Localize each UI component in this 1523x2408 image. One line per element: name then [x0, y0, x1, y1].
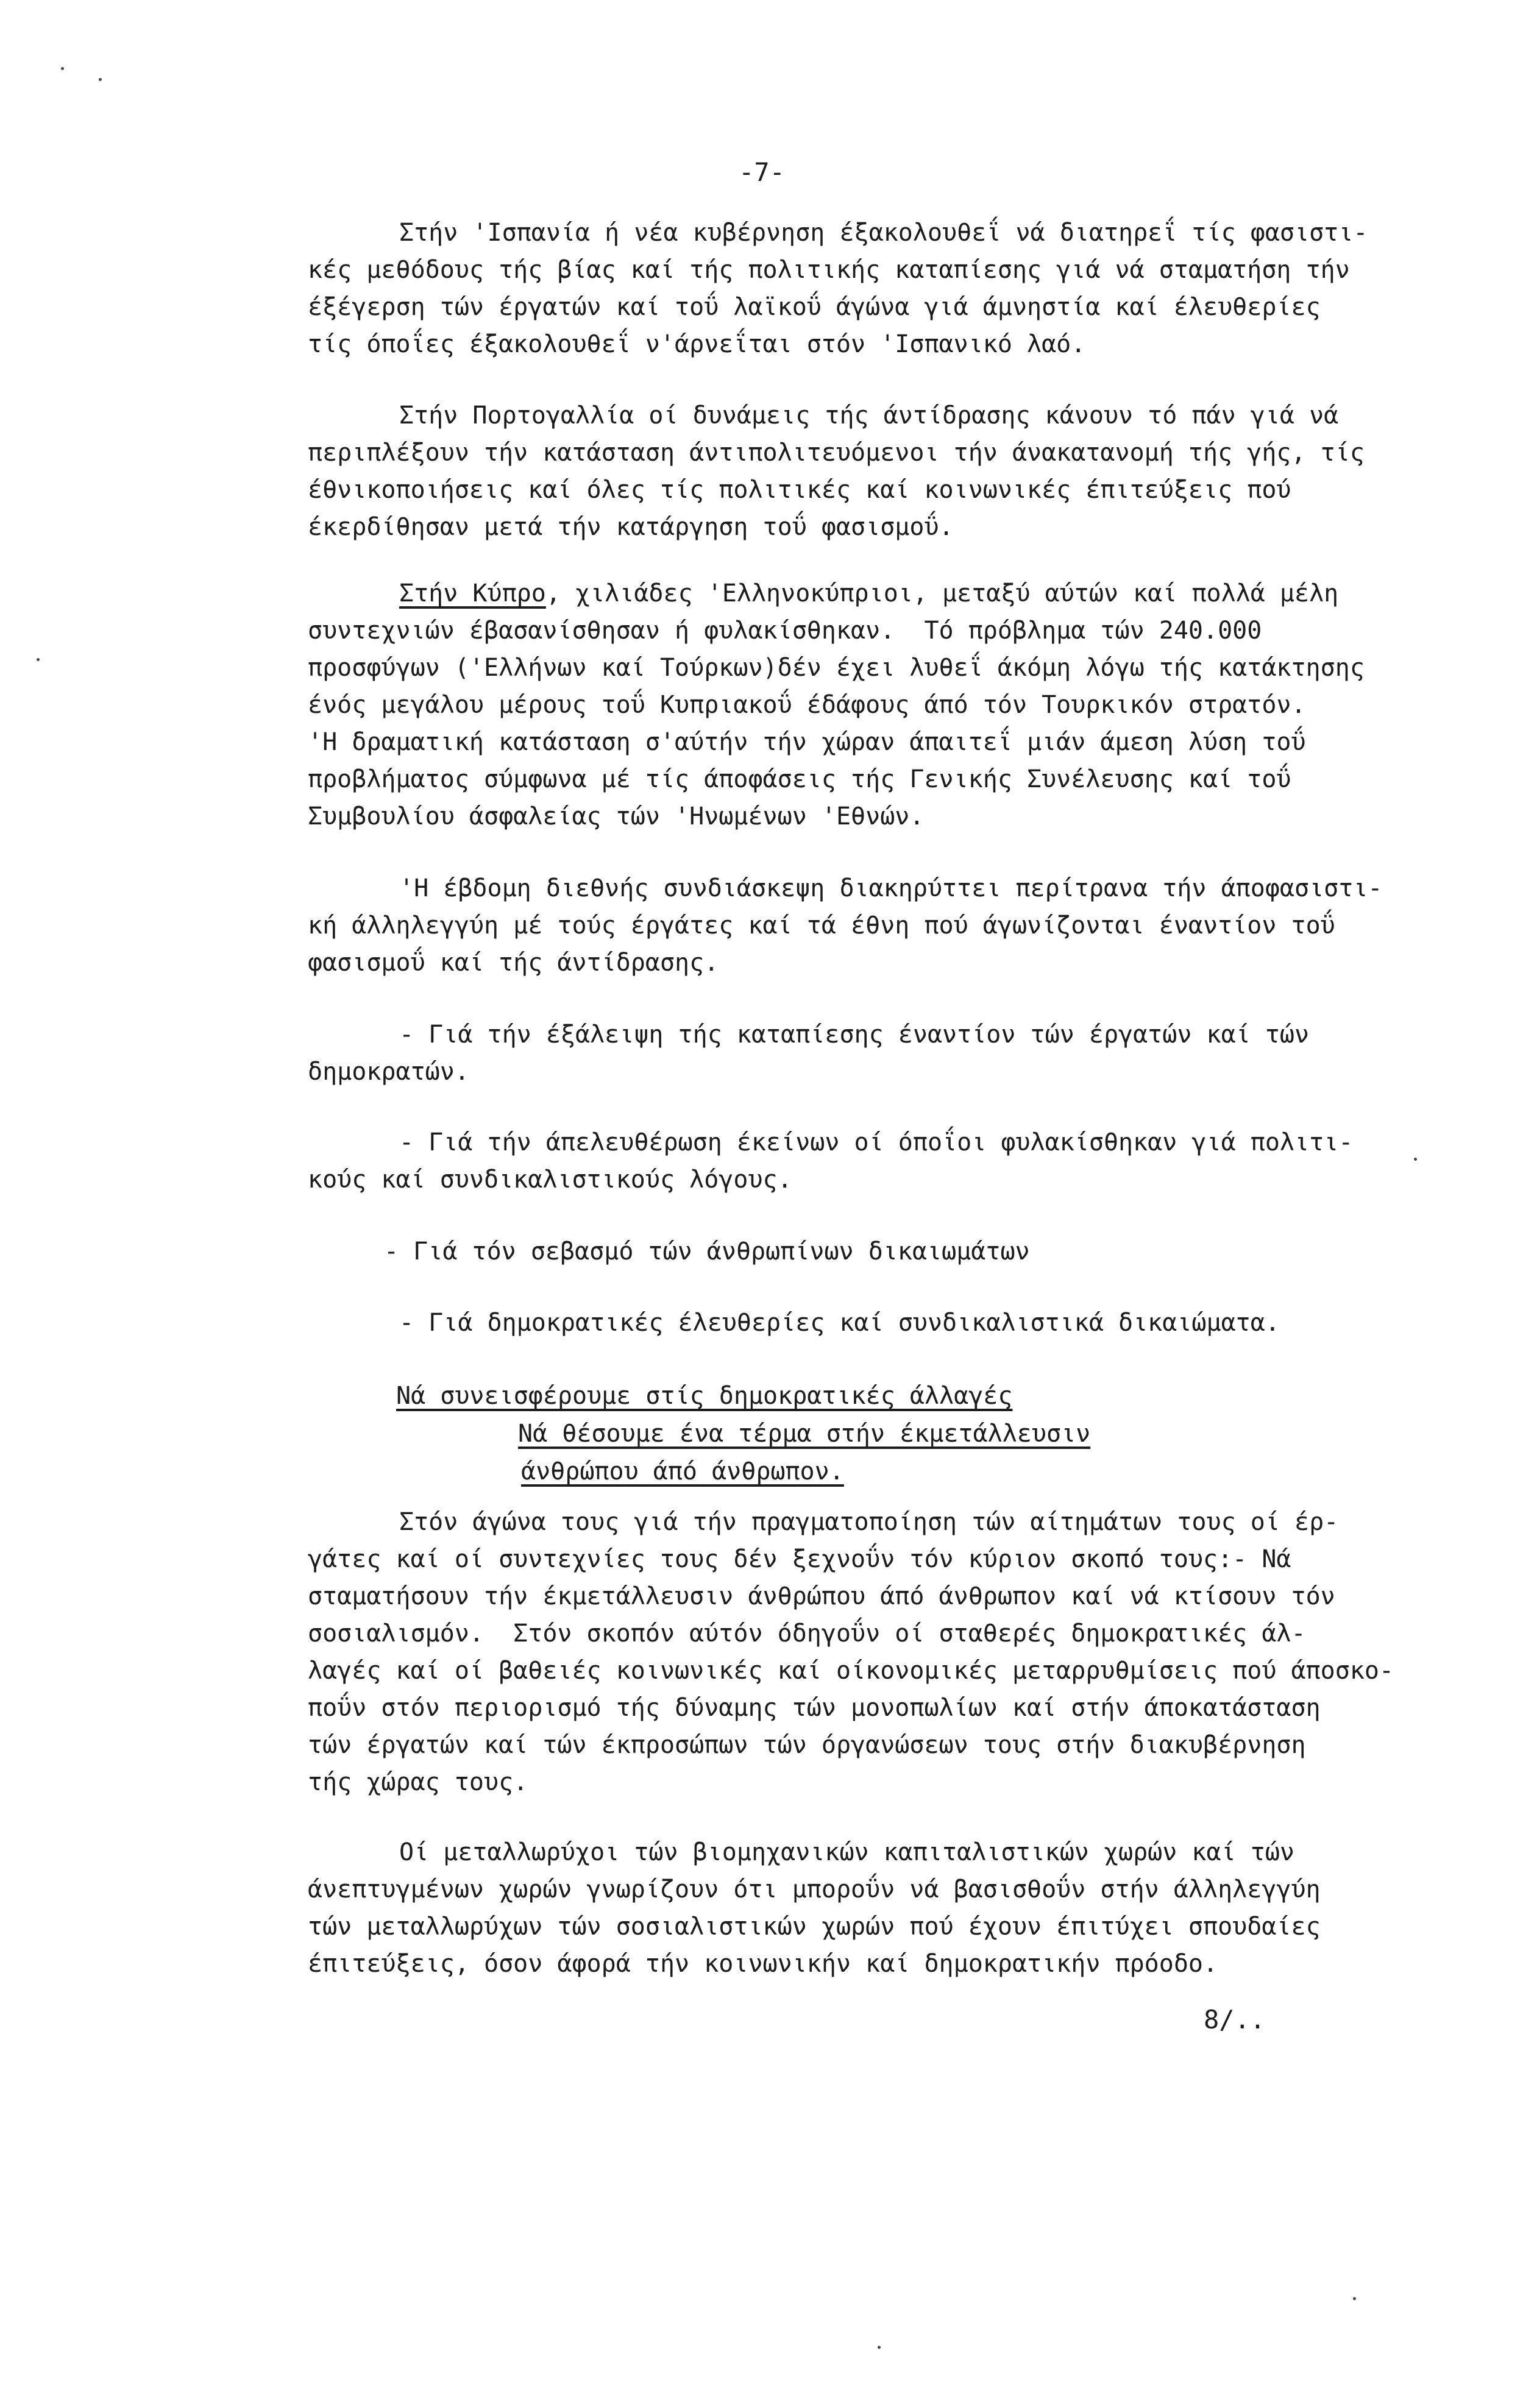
text-line: - Γιά τήν άπελευθέρωση έκείνων οί όποΐοι φυλακίσθηκαν γιά πολιτι-	[399, 1128, 1354, 1156]
text-line: Στόν άγώνα τους γιά τήν πραγματοποίηση τών αίτημάτων τους οί έρ-	[399, 1508, 1339, 1536]
text-line: ένός μεγάλου μέρους τοΰ Κυπριακοΰ έδάφους άπό τόν Τουρκικόν στρατόν.	[308, 691, 1306, 719]
paragraph-cyprus	[308, 575, 1438, 835]
text-line: Οί μεταλλωρύχοι τών βιομηχανικών καπιταλιστικών χωρών καί τών	[399, 1838, 1295, 1866]
text-line: 'Η έβδομη διεθνής συνδιάσκεψη διακηρύττει περίτρανα τήν άποφασιστι-	[399, 874, 1383, 902]
text-line: σοσιαλισμόν. Στόν σκοπόν αύτόν όδηγοΰν οί σταθερές δημοκρατικές άλ-	[308, 1620, 1306, 1648]
text-line: Στήν 'Ισπανία ή νέα κυβέρνηση έξακολουθεΐ νά διατηρεΐ τίς φασιστι-	[399, 219, 1368, 247]
text-line: σταματήσουν τήν έκμετάλλευσιν άνθρώπου άπό άνθρωπον καί νά κτίσουν τόν	[308, 1582, 1335, 1610]
text-line: Στήν Πορτογαλλία οί δυνάμεις τής άντίδρασης κάνουν τό πάν γιά νά	[399, 402, 1339, 430]
text-line: έκερδίθησαν μετά τήν κατάργηση τοΰ φασισμοΰ.	[308, 513, 954, 541]
paragraph-portugal	[308, 397, 1438, 546]
lead-rest: , χιλιάδες 'Ελληνοκύπριοι, μεταξύ αύτών καί πολλά μέλη	[545, 579, 1339, 607]
scan-speck	[61, 67, 64, 70]
text-line: φασισμοΰ καί τής άντίδρασης.	[308, 949, 719, 977]
text-line: τών έργατών καί τών έκπροσώπων τών όργανώσεων τους στήν διακυβέρνηση	[308, 1731, 1306, 1759]
text-line: Συμβουλίου άσφαλείας τών 'Ηνωμένων 'Εθνών.	[308, 802, 925, 830]
text-line: - Γιά δημοκρατικές έλευθερίες καί συνδικαλιστικά δικαιώματα.	[399, 1309, 1280, 1337]
page-number: -7-	[739, 157, 785, 187]
heading-line: Νά θέσουμε ένα τέρμα στήν έκμετάλλευσιν	[518, 1420, 1091, 1448]
text-line: προβλήματος σύμφωνα μέ τίς άποφάσεις τής Γενικής Συνέλευσης καί τοΰ	[308, 765, 1291, 793]
paragraph-spain	[308, 214, 1438, 363]
paragraph-miners	[308, 1834, 1438, 1983]
text-line: τών μεταλλωρύχων τών σοσιαλιστικών χωρών πού έχουν έπιτύχει σπουδαίες	[308, 1913, 1321, 1941]
text-line: προσφύγων ('Ελλήνων καί Τούρκων)δέν έχει λυθεΐ άκόμη λόγω τής κατάκτησης	[308, 654, 1365, 682]
text-line	[308, 575, 1438, 612]
scan-speck	[1353, 2297, 1356, 2300]
text-line: κές μεθόδους τής βίας καί τής πολιτικής καταπίεσης γιά νά σταματήση τήν	[308, 256, 1350, 284]
scan-speck	[99, 78, 102, 81]
text-line: άνεπτυγμένων χωρών γνωρίζουν ότι μποροΰν νά βασισθοΰν στήν άλληλεγγύη	[308, 1875, 1321, 1903]
bullet-prisoners	[308, 1124, 1438, 1199]
text-line: - Γιά τήν έξάλειψη τής καταπίεσης έναντίον τών έργατών καί τών	[399, 1021, 1310, 1049]
text-line: κούς καί συνδικαλιστικούς λόγους.	[308, 1166, 792, 1194]
text-line: συντεχνιών έβασανίσθησαν ή φυλακίσθηκαν. Τό πρόβλημα τών 240.000	[308, 617, 1262, 645]
text-line: κή άλληλεγγύη μέ τούς έργάτες καί τά έθνη πού άγωνίζονται έναντίον τοΰ	[308, 912, 1335, 940]
heading-line: Νά συνεισφέρουμε στίς δημοκρατικές άλλαγές	[396, 1382, 1013, 1410]
text-line: γάτες καί οί συντεχνίες τους δέν ξεχνοΰν τόν κύριον σκοπό τους:- Νά	[308, 1545, 1291, 1573]
scan-speck	[1414, 1158, 1417, 1161]
scan-speck	[37, 658, 40, 661]
text-line: έξέγερση τών έργατών καί τοΰ λαϊκοΰ άγώνα γιά άμνηστία καί έλευθερίες	[308, 293, 1321, 321]
text-line: ποΰν στόν περιορισμό τής δύναμης τών μονοπωλίων καί στήν άποκατάσταση	[308, 1694, 1321, 1722]
text-line: 'Η δραματική κατάσταση σ'αύτήν τήν χώραν άπαιτεΐ μιάν άμεση λύση τοΰ	[308, 728, 1306, 756]
text-line: - Γιά τόν σεβασμό τών άνθρωπίνων δικαιωμάτων	[384, 1238, 1030, 1266]
bullet-human-rights	[308, 1233, 1438, 1270]
text-line: τίς όποΐες έξακολουθεΐ ν'άρνεΐται στόν 'Ισπανικό λαό.	[308, 330, 1086, 358]
paragraph-declaration	[308, 870, 1438, 982]
text-line: έθνικοποιήσεις καί όλες τίς πολιτικές καί κοινωνικές έπιτεύξεις πού	[308, 476, 1291, 504]
text-line: περιπλέξουν τήν κατάσταση άντιπολιτευόμενοι τήν άνακατανομή τής γής, τίς	[308, 439, 1365, 467]
text-line: λαγές καί οί βαθειές κοινωνικές καί οίκονομικές μεταρρυθμίσεις πού άποσκο-	[308, 1657, 1394, 1685]
scan-speck	[878, 2346, 881, 2349]
text-line: τής χώρας τους.	[308, 1768, 528, 1796]
text-line: έπιτεύξεις, όσον άφορά τήν κοινωνικήν καί δημοκρατικήν πρόοδο.	[308, 1950, 1218, 1978]
bullet-oppression	[308, 1016, 1438, 1091]
section-heading	[396, 1377, 1090, 1490]
continuation-marker: 8/..	[1204, 2005, 1266, 2034]
underlined-lead: Στήν Κύπρο	[399, 579, 546, 607]
bullet-freedoms	[308, 1305, 1438, 1342]
heading-line: άνθρώπου άπό άνθρωπον.	[521, 1457, 844, 1486]
text-line: δημοκρατών.	[308, 1058, 469, 1086]
paragraph-struggle	[308, 1504, 1438, 1801]
